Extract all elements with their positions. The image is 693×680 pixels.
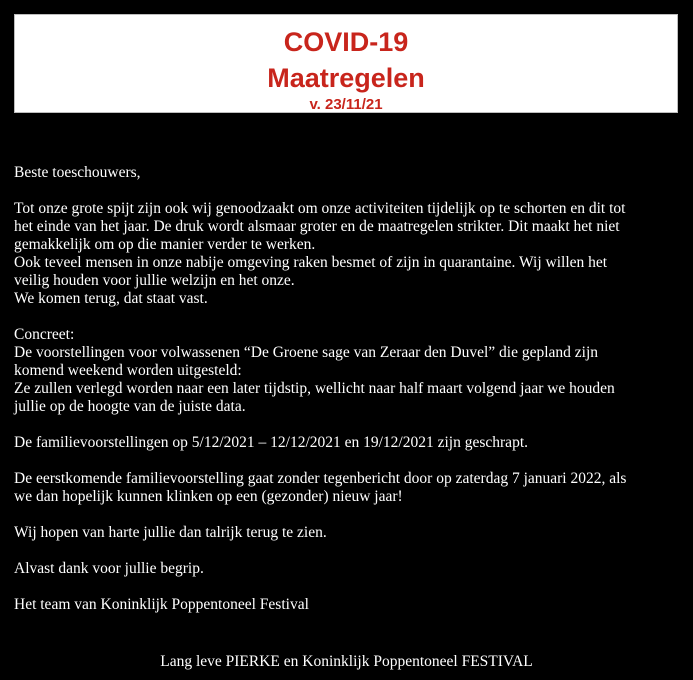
paragraph-line: gemakkelijk om op die manier verder te werken. <box>14 236 316 253</box>
signature: Het team van Koninklijk Poppentoneel Festival <box>14 596 309 613</box>
footer-slogan: Lang leve PIERKE en Koninklijk Poppentoneel FESTIVAL <box>160 653 533 670</box>
banner-title-line-1: COVID-19 <box>283 27 409 57</box>
paragraph-line: Tot onze grote spijt zijn ook wij genoodzaakt om onze activiteiten tijdelijk op te schorten en dit tot <box>14 200 626 217</box>
paragraph-line: het einde van het jaar. De druk wordt alsmaar groter en de maatregelen strikter. Dit maakt het niet <box>14 218 620 235</box>
paragraph-line: we dan hopelijk kunnen klinken op een (gezonder) nieuw jaar! <box>14 488 403 505</box>
banner-title-line-2: Maatregelen <box>267 63 425 93</box>
paragraph-suspension <box>14 200 679 308</box>
paragraph-concrete <box>14 326 679 416</box>
paragraph-cancelled-shows: De familievoorstellingen op 5/12/2021 – 12/12/2021 en 19/12/2021 zijn geschrapt. <box>14 434 528 451</box>
greeting: Beste toeschouwers, <box>14 164 141 181</box>
paragraph-hope: Wij hopen van harte jullie dan talrijk terug te zien. <box>14 524 327 541</box>
paragraph-line: Ze zullen verlegd worden naar een later tijdstip, wellicht naar half maart volgend jaar we houden <box>14 380 615 397</box>
paragraph-next-show <box>14 470 679 506</box>
paragraph-line: We komen terug, dat staat vast. <box>14 290 208 307</box>
paragraph-line: Ook teveel mensen in onze nabije omgeving raken besmet of zijn in quarantaine. Wij willen het <box>14 254 608 271</box>
paragraph-thanks: Alvast dank voor jullie begrip. <box>14 560 204 577</box>
paragraph-line: De voorstellingen voor volwassenen “De Groene sage van Zeraar den Duvel” die gepland zijn <box>14 344 599 361</box>
title-banner <box>14 14 678 113</box>
paragraph-line: komend weekend worden uitgesteld: <box>14 362 242 379</box>
letter-body <box>14 164 679 614</box>
paragraph-line: De eerstkomende familievoorstelling gaat zonder tegenbericht door op zaterdag 7 januari 2022, als <box>14 470 627 487</box>
paragraph-line: veilig houden voor jullie welzijn en het onze. <box>14 272 295 289</box>
banner-version-date: v. 23/11/21 <box>309 96 383 113</box>
paragraph-line: jullie op de hoogte van de juiste data. <box>14 398 246 415</box>
paragraph-line: Concreet: <box>14 326 75 343</box>
